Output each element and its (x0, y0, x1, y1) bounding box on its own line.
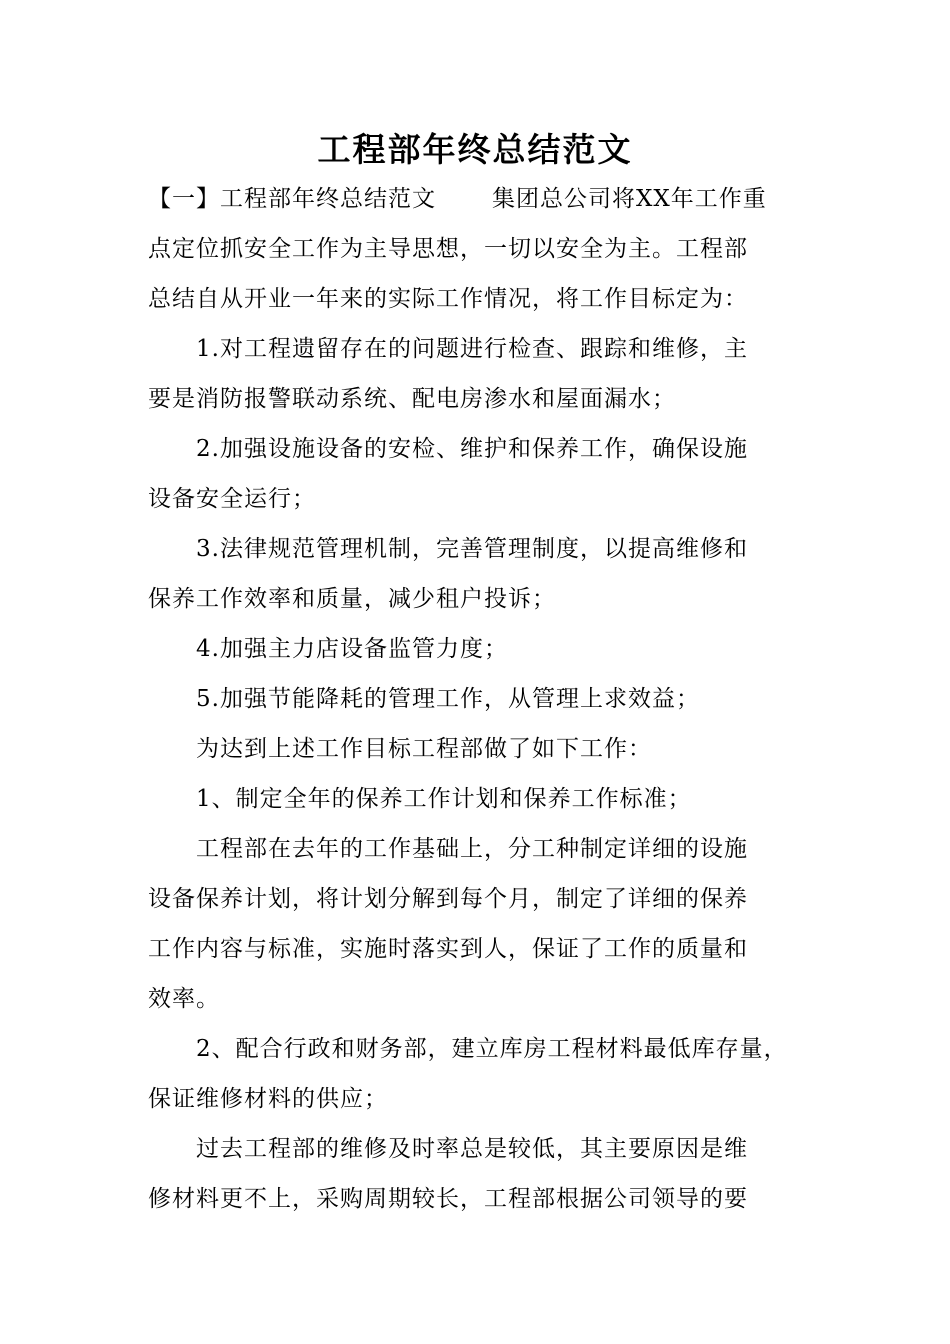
paragraph-line: 设备保养计划，将计划分解到每个月，制定了详细的保养 (148, 886, 748, 912)
paragraph-line: 修材料更不上，采购周期较长，工程部根据公司领导的要 (148, 1186, 748, 1212)
paragraph-line: 点定位抓安全工作为主导思想，一切以安全为主。工程部 (148, 236, 748, 262)
paragraph-line: 为达到上述工作目标工程部做了如下工作： (196, 736, 652, 762)
paragraph-line: 保养工作效率和质量，减少租户投诉； (148, 586, 556, 612)
paragraph-line: 2、配合行政和财务部，建立库房工程材料最低库存量， (196, 1036, 788, 1062)
paragraph-line: 3.法律规范管理机制，完善管理制度，以提高维修和 (196, 536, 748, 562)
paragraph-line: 过去工程部的维修及时率总是较低，其主要原因是维 (196, 1136, 748, 1162)
section-heading: 【一】工程部年终总结范文 (148, 186, 436, 212)
paragraph-line: 总结自从开业一年来的实际工作情况，将工作目标定为： (148, 286, 748, 312)
document-body (148, 174, 828, 1224)
document-title: 工程部年终总结范文 (317, 130, 633, 169)
paragraph-line: 保证维修材料的供应； (148, 1086, 388, 1112)
paragraph-line: 1.对工程遗留存在的问题进行检查、跟踪和维修，主 (196, 336, 748, 362)
paragraph-line: 1、制定全年的保养工作计划和保养工作标准； (196, 786, 692, 812)
paragraph-line (148, 174, 828, 224)
paragraph-line: 工程部在去年的工作基础上，分工种制定详细的设施 (196, 836, 748, 862)
line-text: 集团总公司将XX年工作重 (492, 186, 767, 212)
paragraph-line: 效率。 (148, 986, 220, 1012)
paragraph-line: 工作内容与标准，实施时落实到人，保证了工作的质量和 (148, 936, 748, 962)
paragraph-line: 5.加强节能降耗的管理工作，从管理上求效益； (196, 686, 700, 712)
paragraph-line: 4.加强主力店设备监管力度； (196, 636, 508, 662)
paragraph-line: 要是消防报警联动系统、配电房渗水和屋面漏水； (148, 386, 676, 412)
paragraph-line: 设备安全运行； (148, 486, 316, 512)
paragraph-line: 2.加强设施设备的安检、维护和保养工作，确保设施 (196, 436, 748, 462)
